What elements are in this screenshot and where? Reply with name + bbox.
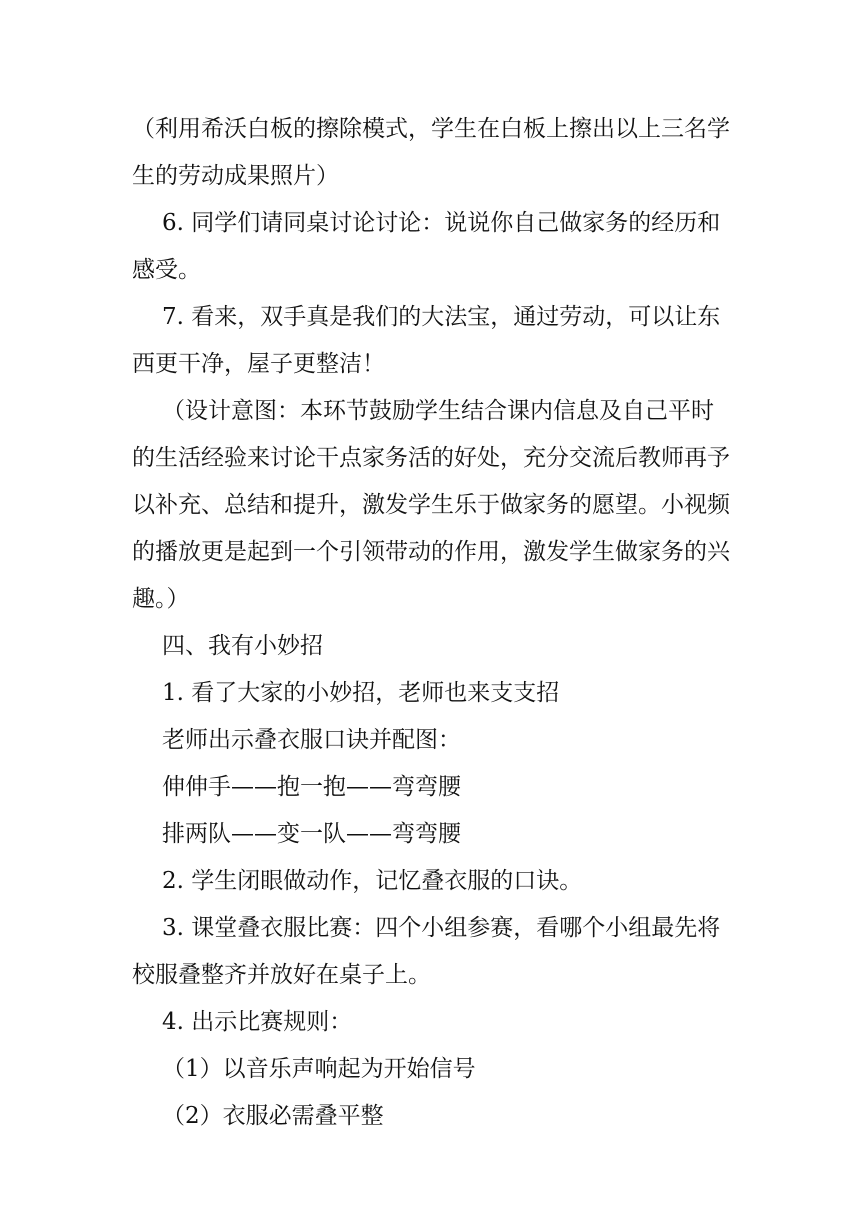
rule-item-1: （1）以音乐声响起为开始信号 bbox=[162, 1056, 476, 1082]
rule-item-2: （2）衣服必需叠平整 bbox=[162, 1103, 384, 1129]
paragraph-step-1: 1. 看了大家的小妙招，老师也来支支招 bbox=[162, 680, 560, 706]
section-heading-tips: 四、我有小妙招 bbox=[162, 633, 323, 659]
document-page bbox=[132, 106, 732, 1140]
paragraph-step-4: 4. 出示比赛规则： bbox=[162, 1009, 353, 1035]
rhyme-line-2: 排两队——变一队——弯弯腰 bbox=[162, 821, 461, 847]
paragraph-step-2: 2. 学生闭眼做动作，记忆叠衣服的口诀。 bbox=[162, 868, 583, 894]
paragraph-erase-mode-note: （利用希沃白板的擦除模式，学生在白板上擦出以上三名学生的劳动成果照片） bbox=[132, 116, 730, 189]
paragraph-teacher-shows-rhyme: 老师出示叠衣服口诀并配图： bbox=[162, 727, 461, 753]
paragraph-step-6: 6. 同学们请同桌讨论讨论：说说你自己做家务的经历和感受。 bbox=[132, 210, 721, 283]
rhyme-line-1: 伸伸手——抱一抱——弯弯腰 bbox=[162, 774, 461, 800]
paragraph-step-7: 7. 看来，双手真是我们的大法宝，通过劳动，可以让东西更干净，屋子更整洁！ bbox=[132, 304, 721, 377]
paragraph-design-intent: （设计意图：本环节鼓励学生结合课内信息及自己平时的生活经验来讨论干点家务活的好处，充分交流后教师再予以补充、总结和提升，激发学生乐于做家务的愿望。小视频的播放更是起到一个引领带动的作用，激发学生做家务的兴趣。） bbox=[132, 398, 730, 612]
paragraph-step-3: 3. 课堂叠衣服比赛：四个小组参赛，看哪个小组最先将校服叠整齐并放好在桌子上。 bbox=[132, 915, 721, 988]
